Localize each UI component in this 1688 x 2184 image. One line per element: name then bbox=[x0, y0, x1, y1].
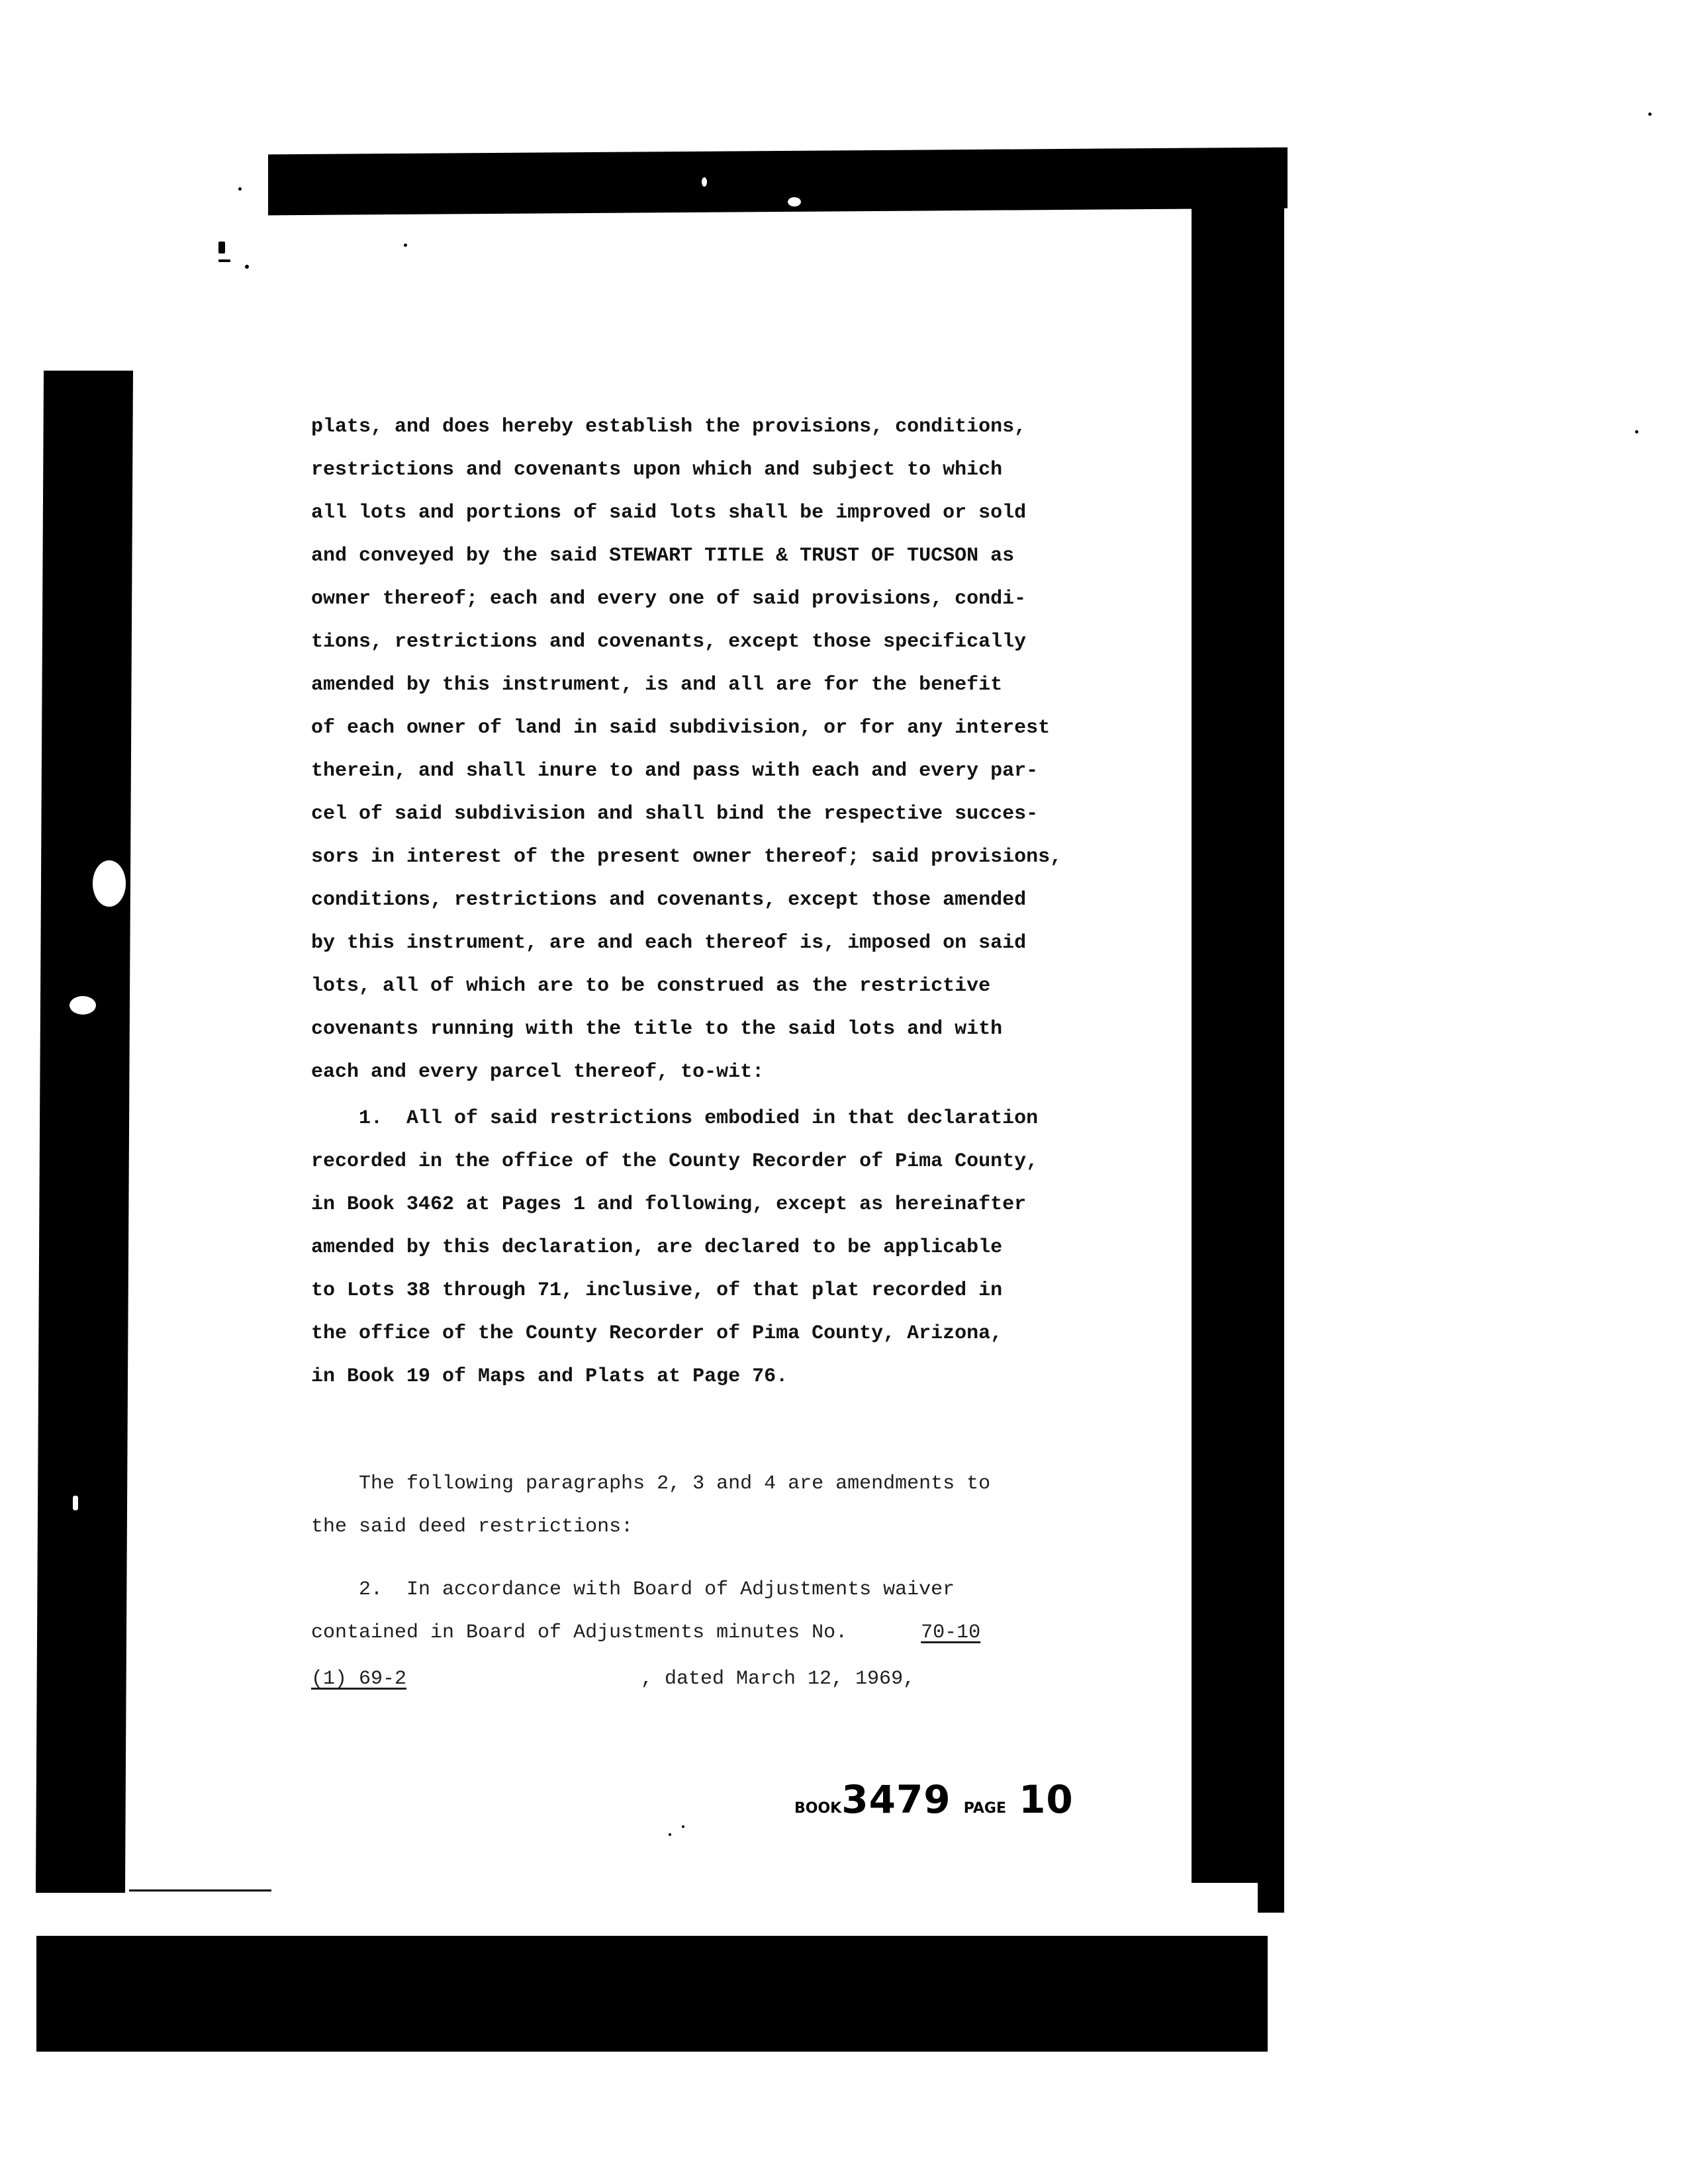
text-line: tions, restrictions and covenants, except those specifically bbox=[311, 631, 1027, 653]
text-line: plats, and does hereby establish the provisions, conditions, bbox=[311, 416, 1027, 438]
text-line: in Book 3462 at Pages 1 and following, except as hereinafter bbox=[311, 1193, 1027, 1216]
text-line: amended by this declaration, are declared to be applicable bbox=[311, 1236, 1003, 1259]
scan-border-bottom bbox=[36, 1936, 1268, 2052]
scan-speck bbox=[73, 1496, 78, 1510]
page-label: PAGE bbox=[963, 1800, 1006, 1817]
scan-speck bbox=[1192, 1794, 1196, 1797]
minutes-ref: (1) 69-2 bbox=[311, 1668, 407, 1690]
scan-speck bbox=[404, 244, 407, 247]
scan-speck bbox=[1635, 430, 1638, 433]
text-line: cel of said subdivision and shall bind the respective succes- bbox=[311, 803, 1039, 825]
book-page-stamp bbox=[794, 1777, 1074, 1822]
dated-text: , dated March 12, 1969, bbox=[629, 1668, 915, 1690]
text-line: each and every parcel thereof, to-wit: bbox=[311, 1061, 765, 1083]
text-line: restrictions and covenants upon which and subject to which bbox=[311, 459, 1003, 481]
scan-speck bbox=[788, 197, 801, 206]
text-line: lots, all of which are to be construed as the restrictive bbox=[311, 975, 991, 997]
scan-border-bottom-line bbox=[129, 1889, 271, 1891]
text-line bbox=[311, 1621, 1030, 1644]
book-label: BOOK bbox=[794, 1800, 842, 1817]
text-line: the office of the County Recorder of Pima County, Arizona, bbox=[311, 1322, 1003, 1345]
minutes-text: contained in Board of Adjustments minutes No. bbox=[311, 1621, 872, 1644]
scan-speck bbox=[702, 177, 707, 187]
text-line: to Lots 38 through 71, inclusive, of that plat recorded in bbox=[311, 1279, 1003, 1302]
text-line: recorded in the office of the County Recorder of Pima County, bbox=[311, 1150, 1039, 1173]
text-line: all lots and portions of said lots shall be improved or sold bbox=[311, 502, 1027, 524]
scan-speck bbox=[218, 242, 225, 253]
text-line: in Book 19 of Maps and Plats at Page 76. bbox=[311, 1365, 788, 1388]
page-number: 10 bbox=[1019, 1777, 1074, 1822]
scan-speck bbox=[93, 860, 126, 907]
text-line: covenants running with the title to the said lots and with bbox=[311, 1018, 1003, 1040]
scan-speck bbox=[245, 265, 249, 269]
text-line: conditions, restrictions and covenants, except those amended bbox=[311, 889, 1027, 911]
amendments-intro: The following paragraphs 2, 3 and 4 are amendments to bbox=[311, 1473, 991, 1495]
text-line: sors in interest of the present owner thereof; said provisions, bbox=[311, 846, 1062, 868]
text-line: amended by this instrument, is and all are for the benefit bbox=[311, 674, 1003, 696]
text-line: by this instrument, are and each thereof is, imposed on said bbox=[311, 932, 1027, 954]
text-line: the said deed restrictions: bbox=[311, 1516, 633, 1538]
scan-speck bbox=[70, 996, 96, 1015]
text-line: and conveyed by the said STEWART TITLE & TRUST OF TUCSON as bbox=[311, 545, 1015, 567]
scan-border-right-edge bbox=[1258, 205, 1284, 1913]
scan-border-left bbox=[36, 371, 133, 1893]
text-line: owner thereof; each and every one of said provisions, condi- bbox=[311, 588, 1027, 610]
scan-border-right bbox=[1192, 199, 1264, 1883]
book-number: 3479 bbox=[841, 1777, 951, 1822]
text-line: therein, and shall inure to and pass with each and every par- bbox=[311, 760, 1039, 782]
paragraph-1-start: 1. All of said restrictions embodied in that declaration bbox=[311, 1107, 1039, 1130]
text-line: of each owner of land in said subdivision, or for any interest bbox=[311, 717, 1051, 739]
scan-speck bbox=[1192, 1774, 1196, 1778]
scan-speck bbox=[887, 2009, 890, 2011]
text-line bbox=[311, 1668, 915, 1690]
paragraph-2-start: 2. In accordance with Board of Adjustments waiver bbox=[311, 1578, 955, 1601]
scan-speck bbox=[238, 187, 242, 191]
scan-speck bbox=[1648, 113, 1652, 116]
minutes-number: 70-10 bbox=[921, 1621, 981, 1644]
scan-speck bbox=[218, 259, 230, 262]
scan-speck bbox=[682, 1825, 684, 1828]
scan-speck bbox=[669, 1833, 671, 1836]
scan-border-top bbox=[268, 148, 1288, 216]
